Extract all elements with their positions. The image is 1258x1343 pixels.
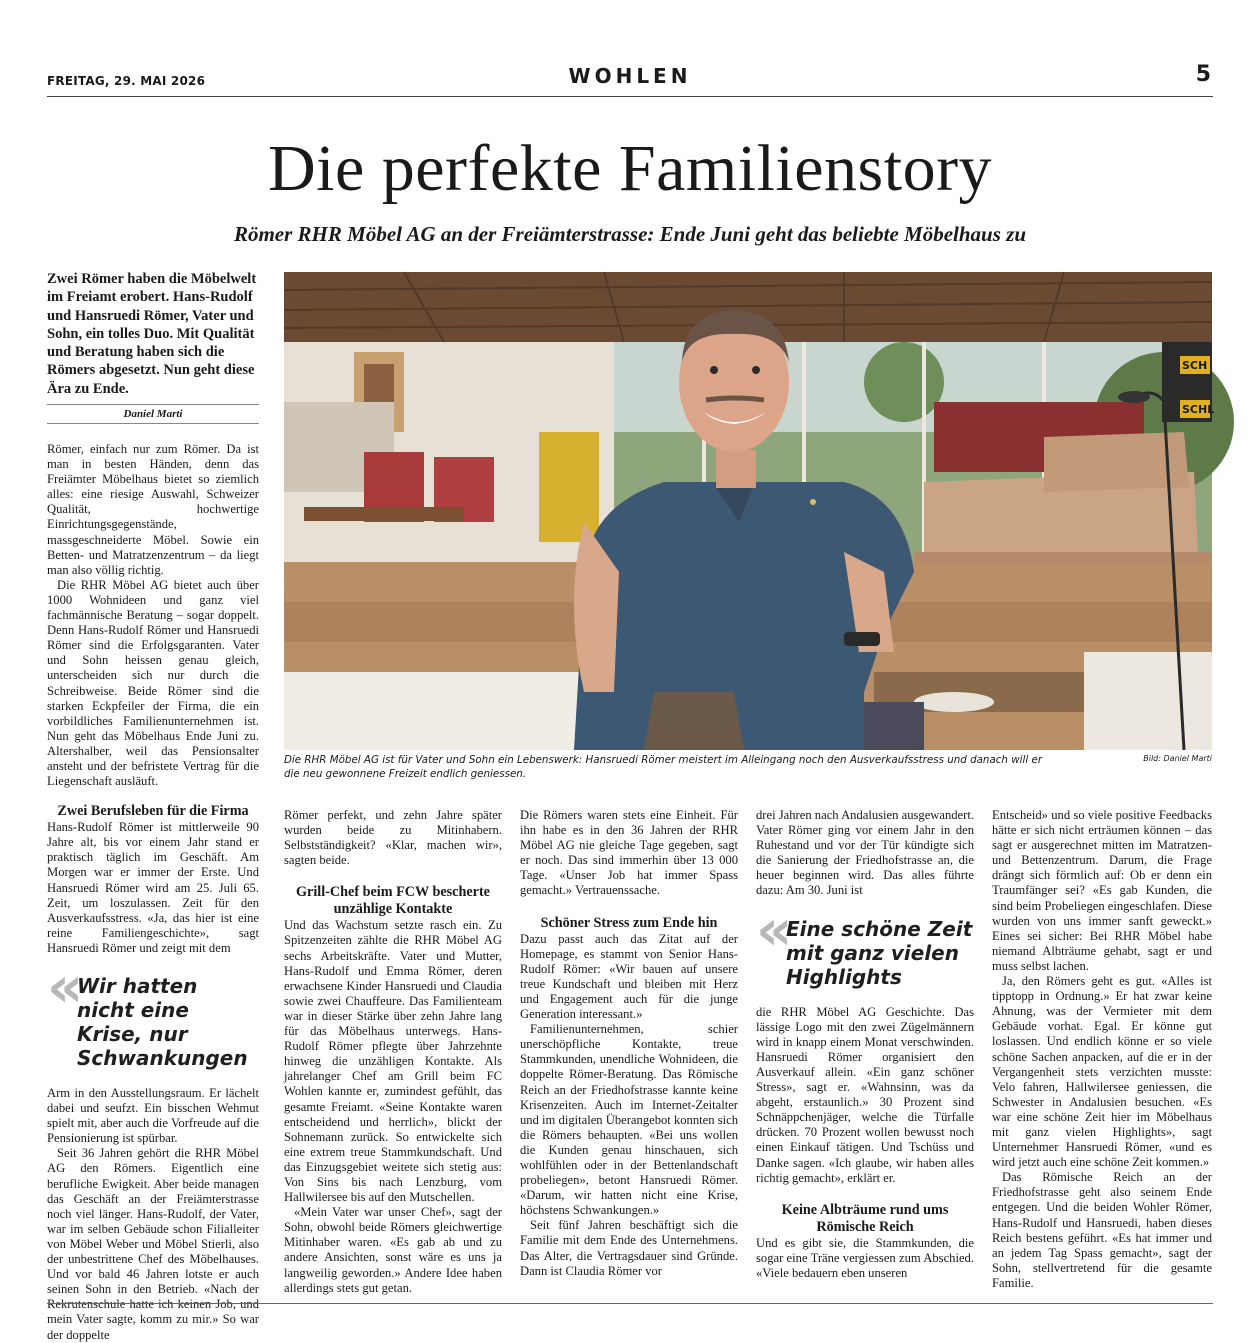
paragraph: drei Jahren nach Andalusien ausgewandert. Vater Römer ging vor einem Jahr in den Ruhestand und vor der Tür kündigte sich die Sanierung der Friedhofstrasse an, die heuer beginnen wird. Das alles führte dazu: Am 30. Juni ist xyxy=(756,808,974,898)
author-byline: Daniel Marti xyxy=(47,404,259,424)
paragraph: Entscheid» und so viele positive Feedbacks hätte er sich nicht erträumen können – das sagt er ausgerechnet mitten im Matratzen- und Bettenzentrum. Darum, die Frage drängt sich förmlich auf: Ob er denn ein Traumfänger sei? «Es gab Kunden, die sind beim Probeliegen eingeschlafen. Diese wurden von uns immer sanft geweckt.» Eines sei sicher: Bei RHR Möbel habe niemand Albträume gehabt, sagt er und muss selbst lachen. xyxy=(992,808,1212,973)
paragraph: Die Römers waren stets eine Einheit. Für ihn habe es in den 36 Jahren der RHR Möbel AG nie gleiche Tage gegeben, sagt er noch. Das sind immerhin über 13 000 Tage. «Unser Job hat immer Spass gemacht.» Vertrauenssache. xyxy=(520,808,738,898)
pull-quote-text: Wir hatten nicht eine Krise, nur Schwankungen xyxy=(77,974,248,1070)
text-column-4 xyxy=(756,808,974,1302)
paragraph: Römer perfekt, und zehn Jahre später wurden beide zu Mitinhabern. Selbstständigkeit? «Klar, machen wir», sagten beide. xyxy=(284,808,502,868)
paragraph: Das Römische Reich an der Friedhofstrasse geht also seinem Ende entgegen. Und die beiden Wohler Römer, Hans-Rudolf und Hansruedi, haben dieses Reich bestens geführt. «Es hat immer und an jedem Tag Spass gemacht», sagt der Sohn, stellvertretend für die gesamte Familie. xyxy=(992,1170,1212,1290)
article-subheadline: Römer RHR Möbel AG an der Freiämterstrasse: Ende Juni geht das beliebte Möbelhaus zu xyxy=(233,222,1027,246)
paragraph: Und es gibt sie, die Stammkunden, die sogar eine Träne vergiessen zum Abschied. «Viele bedauern eben unseren xyxy=(756,1235,974,1280)
article-headline: Die perfekte Familienstory xyxy=(267,132,993,205)
paragraph: «Mein Vater war unser Chef», sagt der Sohn, obwohl beide Römers gleichwertige Mitinhaber waren. «Es gab ab und zu andere Ansichten, sonst wäre es uns ja langweilig geworden.» Andere Idee haben allerdings stets gut getan. xyxy=(284,1205,502,1295)
section-title: WOHLEN xyxy=(568,64,692,88)
footer-rule xyxy=(47,1303,1213,1304)
text-column-3 xyxy=(520,808,738,1302)
article-photo xyxy=(284,272,1215,750)
text-column-5 xyxy=(992,808,1212,1302)
paragraph: Seit 36 Jahren gehört die RHR Möbel AG den Römers. Eigentlich eine berufliche Ewigkeit. Aber beide managen das Geschäft an der Freiämterstrasse noch viel länger. Hans-Rudolf, der Vater, war im selben Gebäude schon Filialleiter von Möbel Weber und Möbel Stierli, also der unbestrittene Chef des Möbelhauses. Und vor bald 46 Jahren lotste er auch seinen Sohn in den Betrieb. «Nach der Rekrutenschule hatte ich keinen Job, und mein Vater sagte, komm zu mir.» So war der doppelte xyxy=(47,1146,259,1342)
intertitle: Zwei Berufsleben für die Firma xyxy=(57,803,249,820)
intertitle: Keine Albträume rund ums Römische Reich xyxy=(781,1201,949,1235)
photo-credit: Bild: Daniel Marti xyxy=(1143,754,1212,763)
paragraph: Familienunternehmen, schier unerschöpfliche Kontakte, treue Stammkunden, unendliche Wohnideen, die doppelte Römer-Beratung. Das Römische Reich an der Friedhofstrasse kannte keine Krisenzeiten. Auch im Internet-Zeitalter und im digitalen Überangebot konnten sich die Römers behaupten. «Bei uns wollen die Kunden genau hinschauen, sich wohlfühlen oder in der Bettenlandschaft probeliegen», betont Hansruedi Römer. «Darum, wir hatten nicht eine Krise, höchstens Schwankungen.» xyxy=(520,1022,738,1218)
paragraph: Hans-Rudolf Römer ist mittlerweile 90 Jahre alt, bis vor einem Jahr stand er praktisch täglich im Geschäft. Am Morgen war er immer der Erste. Und Hansruedi Römer wird am 25. Juli 65. Zeit, um loszulassen. Zeit für den Ausverkaufsstress. «Ja, das hier ist eine reine Familiengeschichte», sagt Hansruedi Römer und zeigt mit dem xyxy=(47,820,259,955)
paragraph: Ja, den Römers geht es gut. «Alles ist tipptopp in Ordnung.» Er hat zwar keine Ahnung, was der Vermieter mit dem Gebäude vorhat. Egal. Er könne gut loslassen. Und endlich könne er so viele schöne Sachen anpacken, auf die er in der Vergangenheit stets verzichten musste: Velo fahren, Hallwilersee geniessen, die Schwester in Andalusien besuchen. «Es war eine schöne Zeit hier im Möbelhaus mit ganz vielen Highlights», sagt Unternehmer Hansruedi Römer, «und es wird jetzt auch eine schöne Zeit kommen.» xyxy=(992,974,1212,1170)
paragraph: Und das Wachstum setzte rasch ein. Zu Spitzenzeiten zählte die RHR Möbel AG sechs Arbeitskräfte. Vater und Mutter, Hans-Rudolf und Emma Römer, deren erwachsene Kinder Hansruedi und Claudia sowie zwei Chauffeure. Das Familienteam war in dieser Stärke über zehn Jahre lang für das Möbelhaus unterwegs. Hans-Rudolf Römer pflegte über Jahrzehnte hinweg die unzähligen Kontakte. Als jahrelanger Chef am Grill beim FC Wohlen kannte er, zumindest gefühlt, das gesamte Freiamt. «Seine Kontakte waren entscheidend und herrlich», blickt der Sohnemann zurück. So entwickelte sich eine extrem treue Stammkundschaft. Und das Einzugsgebiet weitete sich stetig aus: Von Sins bis nach Lenzburg, vom Hallwilersee bis auf den Mutschellen. xyxy=(284,918,502,1205)
store-sign-text-2: SCHL xyxy=(1182,403,1215,416)
paragraph: Arm in den Ausstellungsraum. Er lächelt dabei und seufzt. Ein bisschen Wehmut spielt mit, aber auch die Vorfreude auf die Pensionierung ist spürbar. xyxy=(47,1086,259,1146)
quote-mark-icon: « xyxy=(756,897,793,963)
store-sign-text-1: SCH xyxy=(1182,359,1208,372)
paragraph: die RHR Möbel AG Geschichte. Das lässige Logo mit den zwei Zügelmännern wird in knapp einem Monat verschwinden. Hansruedi Römer organisiert den Ausverkauf allein. «Ein ganz schöner Stress», sagt er. «Wahnsinn, was da abgeht, erstaunlich.» 30 Prozent sind Schnäppchenjäger, welche die Türfalle drücken. 70 Prozent wollen bewusst noch einen Einkauf tätigen. Und Tschüss und Danke sagen. «Ich glaube, wir haben alles richtig gemacht», erklärt er. xyxy=(756,1004,974,1185)
text-column-2 xyxy=(284,808,502,1302)
intertitle: Grill-Chef beim FCW bescherte unzählige Kontakte xyxy=(296,884,490,918)
page-header xyxy=(47,62,1213,97)
paragraph: Die RHR Möbel AG bietet auch über 1000 Wohnideen und ganz viel fachmännische Beratung – sogar doppelt. Denn Hans-Rudolf Römer und Hansruedi Römer sind die Erfolgsgaranten. Vater und Sohn heissen genau gleich, unterscheiden sich nur durch die Schreibweise. Beide Römer sind die starken Eckpfeiler der Firma, die ein vorbildliches Familienunternehmen ist. Nun geht das Möbelhaus Ende Juni zu. Altershalber, weil das Pensionsalter ansteht und der befristete Vertrag für die Liegenschaft ausläuft. xyxy=(47,577,259,789)
pull-quote xyxy=(756,897,974,989)
issue-date: FREITAG, 29. MAI 2026 xyxy=(47,74,206,88)
paragraph: Römer, einfach nur zum Römer. Da ist man in besten Händen, denn das Freiämter Möbelhaus bietet so ziemlich alles: eine riesige Auswahl, Schweizer Qualität, hochwertige Einrichtungsgegenstände, massgeschneiderte Möbel. Sowie ein Betten- und Matratzenzentrum – da liegt man also völlig richtig. xyxy=(47,442,259,577)
pull-quote-text: Eine schöne Zeit mit ganz vielen Highlights xyxy=(786,916,973,989)
quote-mark-icon: « xyxy=(47,955,84,1020)
pull-quote xyxy=(47,955,259,1070)
text-column-1 xyxy=(47,442,259,1342)
article-lead: Zwei Römer haben die Möbelwelt im Freiamt erobert. Hans-Rudolf und Hansruedi Römer, Vater und Sohn, ein tolles Duo. Mit Qualität und Beratung haben sich die Römers abgesetzt. Nun geht diese Ära zu Ende. xyxy=(47,271,257,397)
paragraph: Seit fünf Jahren beschäftigt sich die Familie mit dem Ende des Unternehmens. Das Alter, die Vertragsdauer sind Gründe. Dann ist Claudia Römer vor xyxy=(520,1218,738,1278)
paragraph: Dazu passt auch das Zitat auf der Homepage, es stammt von Senior Hans-Rudolf Römer: «Wir bauen auf unsere treue Kundschaft und bleiben mit Herz und Engagement auch für die junge Generation interessant.» xyxy=(520,931,738,1022)
intertitle: Schöner Stress zum Ende hin xyxy=(540,914,718,931)
photo-caption: Die RHR Möbel AG ist für Vater und Sohn ein Lebenswerk: Hansruedi Römer meistert im Alleingang noch den Ausverkaufsstress und danach will er die neu gewonnene Freizeit endlich geniessen. xyxy=(284,754,1043,780)
page-number: 5 xyxy=(1195,62,1211,87)
